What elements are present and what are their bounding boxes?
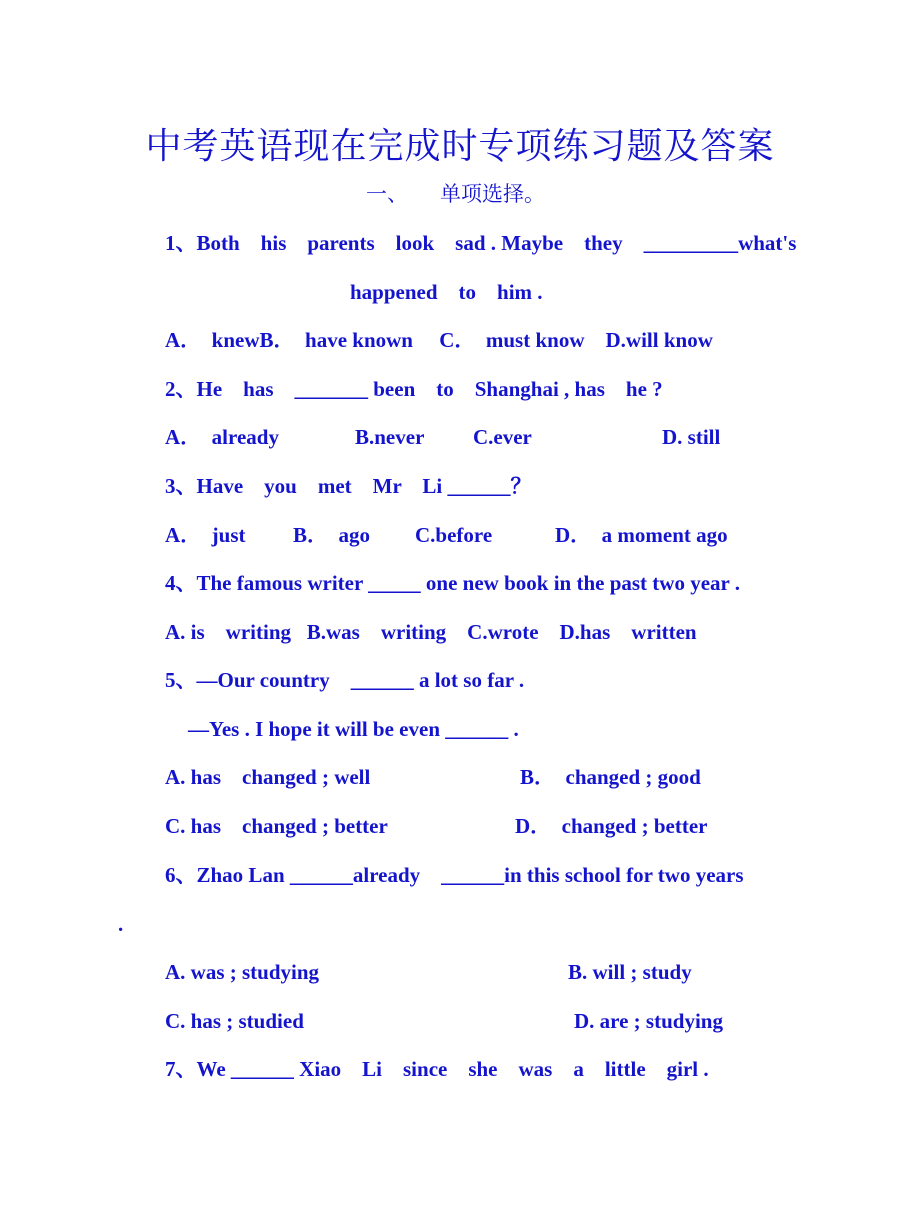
q2-option-d: D. still — [662, 425, 721, 449]
section-heading: 单项选择。 — [440, 182, 545, 206]
q6-option-c: C. has ; studied — [165, 1009, 304, 1033]
section-number: 一、 — [366, 182, 408, 206]
q3-option-c: C.before — [415, 523, 493, 547]
q6-stem-period: . — [118, 912, 124, 936]
q4-options: A. is writing B.was writing C.wrote D.has written — [165, 620, 697, 644]
q5-stem-line2: —Yes . I hope it will be even ______ . — [188, 717, 519, 741]
q5-option-c: C. has changed ; better — [165, 814, 388, 838]
q4-stem: 4、The famous writer _____ one new book in the past two year . — [165, 571, 740, 595]
q3-option-b: B． ago — [293, 523, 371, 547]
q3-option-d: D． a moment ago — [555, 523, 728, 547]
q6-option-a: A. was ; studying — [165, 960, 320, 984]
q6-stem: 6、Zhao Lan ______already ______in this school for two years — [165, 863, 744, 887]
q5-stem-line1: 5、—Our country ______ a lot so far . — [165, 668, 525, 692]
q1-stem-line1: 1、Both his parents look sad . Maybe they _________what's — [165, 231, 797, 255]
q5-option-b: B． changed ; good — [520, 765, 701, 789]
q2-option-b: B.never — [355, 425, 425, 449]
q5-option-a: A. has changed ; well — [165, 765, 371, 789]
q6-option-d: D. are ; studying — [574, 1009, 723, 1033]
q5-option-d: D． changed ; better — [515, 814, 708, 838]
q2-option-a: A． already — [165, 425, 279, 449]
q3-stem: 3、Have you met Mr Li ______？ — [165, 474, 532, 498]
q7-stem: 7、We ______ Xiao Li since she was a little girl . — [165, 1057, 709, 1081]
q3-option-a: A． just — [165, 523, 246, 547]
document-title: 中考英语现在完成时专项练习题及答案 — [145, 126, 775, 167]
q6-option-b: B. will ; study — [568, 960, 692, 984]
q1-options: A． knewB． have known C． must know D.will know — [165, 328, 713, 352]
q2-stem: 2、He has _______ been to Shanghai , has he ? — [165, 377, 663, 401]
q1-stem-line2: happened to him . — [350, 280, 543, 304]
q2-option-c: C.ever — [473, 425, 532, 449]
